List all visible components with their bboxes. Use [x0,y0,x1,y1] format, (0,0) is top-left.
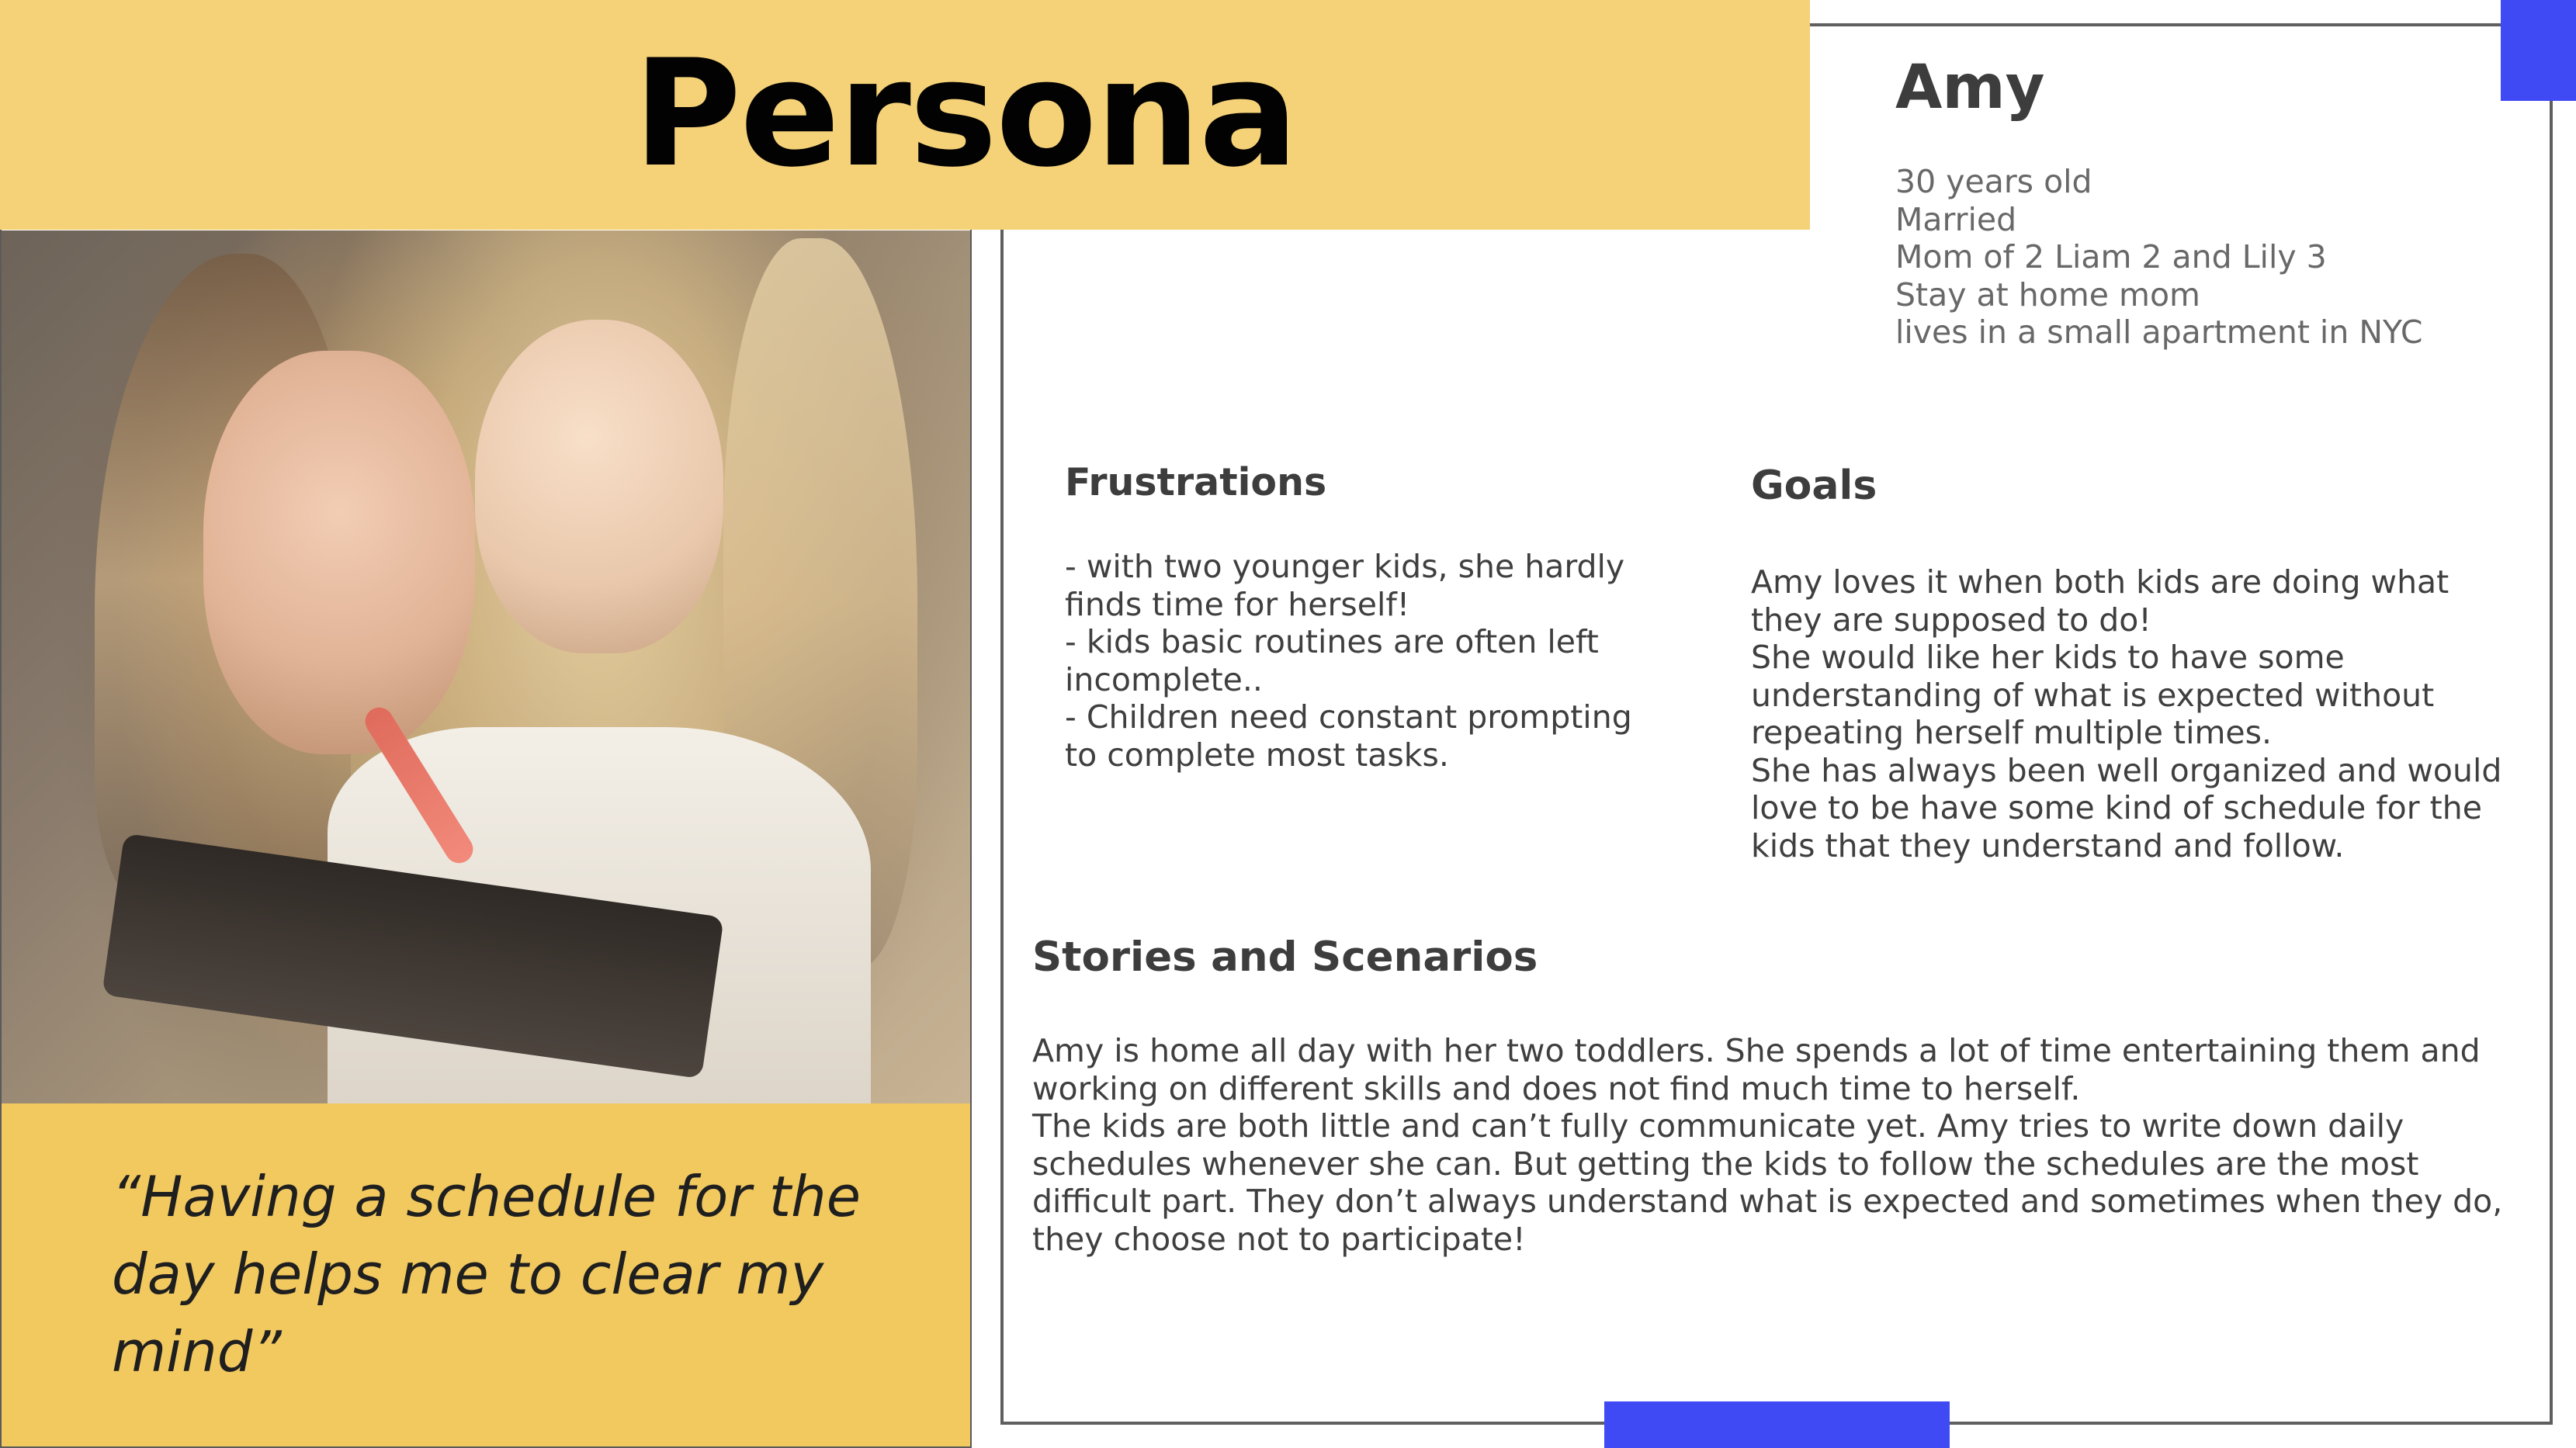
story-line: The kids are both little and can’t fully communicate yet. Amy tries to write down daily [1032,1107,2404,1145]
story-line: they choose not to participate! [1032,1220,1526,1258]
persona-quote: “Having a schedule for the day helps me to clear my mind” [112,1164,862,1384]
accent-block-top-right [2501,0,2576,101]
child-face-shape [203,351,475,754]
partially-hidden-text-fragment [1285,210,1292,223]
story-line: Amy is home all day with her two toddlers. She spends a lot of time entertaining them and [1032,1032,2481,1069]
mother-face-shape [475,320,723,653]
story-line: working on different skills and does not find much time to herself. [1032,1069,2081,1107]
frustration-line: incomplete.. [1065,660,1263,698]
goal-line: Amy loves it when both kids are doing what [1751,563,2449,601]
goal-line: love to be have some kind of schedule for the [1751,789,2482,826]
story-line: difficult part. They don’t always understand what is expected and sometimes when they do, [1032,1183,2503,1220]
profile-detail: Mom of 2 Liam 2 and Lily 3 [1895,238,2327,275]
frustrations-heading: Frustrations [1065,460,1327,504]
goals-list [1751,563,2527,864]
profile-detail: Stay at home mom [1895,275,2200,314]
goal-line: She has always been well organized and would [1751,751,2502,789]
frustration-line: to complete most tasks. [1065,736,1449,774]
goal-line: kids that they understand and follow. [1751,826,2345,864]
goal-line: She would like her kids to have some [1751,639,2345,676]
persona-profile-details [1895,163,2422,352]
page-title: Persona [633,28,1297,199]
goal-line: they are supposed to do! [1751,601,2151,639]
goal-line: understanding of what is expected without [1751,676,2435,714]
frustration-line: - kids basic routines are often left [1065,623,1599,660]
goals-heading: Goals [1751,462,1877,509]
profile-detail: lives in a small apartment in NYC [1895,314,2423,351]
stories-heading: Stories and Scenarios [1032,934,1538,981]
frustration-line: finds time for herself! [1065,585,1410,623]
profile-detail: 30 years old [1895,163,2092,200]
frustration-line: - Children need constant prompting [1065,698,1632,736]
stories-list [1032,1032,2530,1258]
accent-block-bottom [1604,1401,1950,1448]
goal-line: repeating herself multiple times. [1751,714,2273,751]
frustration-line: - with two younger kids, she hardly [1065,548,1625,585]
story-line: schedules whenever she can. But getting the kids to follow the schedules are the most [1032,1145,2419,1183]
frustrations-list [1065,548,1670,774]
mother-and-daughter-photo [2,230,972,1103]
profile-detail: Married [1895,200,2017,238]
persona-name: Amy [1895,53,2045,123]
